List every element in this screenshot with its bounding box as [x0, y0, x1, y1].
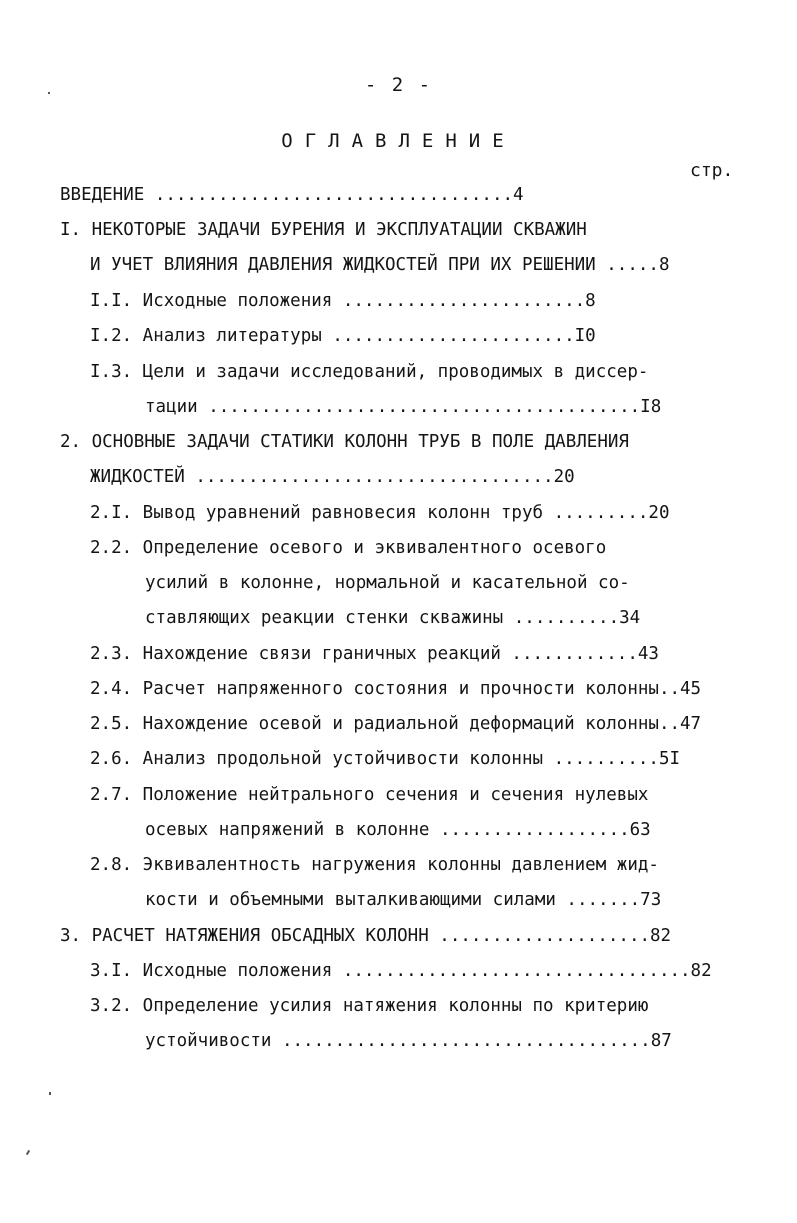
- toc-entry: 2. ОСНОВНЫЕ ЗАДАЧИ СТАТИКИ КОЛОНН ТРУБ В ПОЛЕ ДАВЛЕНИЯ: [60, 432, 629, 452]
- toc-entry: осевых напряжений в колонне ..................63: [145, 820, 651, 840]
- toc-entry: И УЧЕТ ВЛИЯНИЯ ДАВЛЕНИЯ ЖИДКОСТЕЙ ПРИ ИХ РЕШЕНИИ .....8: [90, 255, 670, 275]
- toc-entry: 2.2. Определение осевого и эквивалентного осевого: [90, 538, 607, 558]
- toc-entry: 2.7. Положение нейтрального сечения и сечения нулевых: [90, 785, 649, 805]
- page-title: ОГЛАВЛЕНИЕ: [281, 130, 516, 152]
- scan-speck: [48, 92, 50, 94]
- toc-entry: 2.3. Нахождение связи граничных реакций ............43: [90, 644, 659, 664]
- toc-entry: усилий в колонне, нормальной и касательной со-: [145, 573, 630, 593]
- toc-entry: I. НЕКОТОРЫЕ ЗАДАЧИ БУРЕНИЯ И ЭКСПЛУАТАЦИИ СКВАЖИН: [60, 220, 587, 240]
- page-column-label: стр.: [690, 160, 734, 181]
- page-number: - 2 -: [364, 74, 433, 96]
- toc-entry: 2.6. Анализ продольной устойчивости колонны ..........5I: [90, 749, 681, 769]
- toc-entry: устойчивости ...................................87: [145, 1031, 672, 1051]
- toc-entry: кости и объемными выталкивающими силами .......73: [145, 890, 662, 910]
- toc-entry: 3. РАСЧЕТ НАТЯЖЕНИЯ ОБСАДНЫХ КОЛОНН ....................82: [60, 926, 672, 946]
- toc-entry: ЖИДКОСТЕЙ ..................................20: [90, 467, 575, 487]
- toc-entry: ВВЕДЕНИЕ ..................................4: [60, 185, 524, 205]
- scan-speck: [49, 1092, 51, 1095]
- toc-entry: 2.5. Нахождение осевой и радиальной деформаций колонны..47: [90, 714, 702, 734]
- toc-entry: I.3. Цели и задачи исследований, проводимых в диссер-: [90, 362, 649, 382]
- toc-entry: I.I. Исходные положения .......................8: [90, 291, 596, 311]
- toc-entry: I.2. Анализ литературы .......................I0: [90, 326, 596, 346]
- toc-entry: тации .........................................I8: [145, 397, 662, 417]
- scan-speck: [26, 1150, 30, 1155]
- toc-entry: 3.2. Определение усилия натяжения колонны по критерию: [90, 996, 649, 1016]
- toc-entry: 2.I. Вывод уравнений равновесия колонн труб .........20: [90, 503, 670, 523]
- toc-entry: 3.I. Исходные положения .................................82: [90, 961, 712, 981]
- toc-entry: ставляющих реакции стенки скважины ..........34: [145, 608, 641, 628]
- toc-entry: 2.4. Расчет напряженного состояния и прочности колонны..45: [90, 679, 702, 699]
- toc-entry: 2.8. Эквивалентность нагружения колонны давлением жид-: [90, 855, 659, 875]
